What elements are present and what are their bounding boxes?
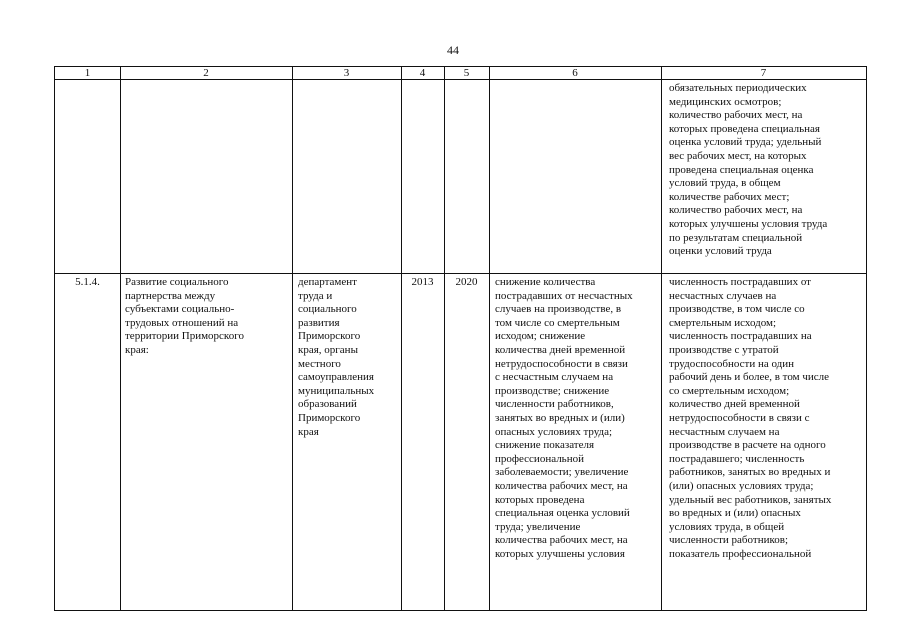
program-table [54, 66, 867, 611]
executor-cell: департамент труда и социального развития Приморского края, органы местного самоуправления муниципальных образований Приморского края [298, 276, 375, 438]
header-col-4: 4 [419, 67, 426, 79]
row-divider [55, 273, 866, 274]
header-col-6: 6 [572, 67, 578, 79]
column-divider [120, 67, 121, 610]
column-divider [444, 67, 445, 610]
column-divider [292, 67, 293, 610]
continued-indicators-cell: обязательных периодических медицинских осмотров; количество рабочих мест, на которых проведена специальная оценка условий труда; удельный вес рабочих мест, на которых проведена специальная оценка условий труда, в общем количестве рабочих мест; количество рабочих мест, на которых улучшены условия труда по результатам специальной оценки условий труда [669, 82, 828, 258]
column-divider [661, 67, 662, 610]
start-year-cell: 2013 [411, 276, 434, 288]
column-divider [489, 67, 490, 610]
header-col-3: 3 [343, 67, 350, 79]
end-year-cell: 2020 [455, 276, 478, 288]
header-col-1: 1 [84, 67, 91, 79]
activity-name-cell: Развитие социального партнерства между субъектами социально- трудовых отношений на территории Приморского края: [125, 276, 244, 356]
column-divider [401, 67, 402, 610]
header-divider [55, 79, 866, 80]
header-col-5: 5 [463, 67, 470, 79]
page-number: 44 [447, 43, 459, 57]
item-number-cell: 5.1.4. [75, 276, 100, 288]
header-col-7: 7 [760, 67, 767, 79]
header-col-2: 2 [203, 67, 209, 79]
expected-result-cell: снижение количества пострадавших от несчастных случаев на производстве, в том числе со смертельным исходом; снижение количества дней временной нетрудоспособности в связи с несчастным случаем на производстве; снижение численности работников, занятых во вредных и (или) опасных условиях труда; снижение показателя профессиональной заболеваемости; увеличение количества рабочих мест, на которых проведена специальная оценка условий труда; увеличение количества рабочих мест, на которых улучшены условия [495, 276, 633, 560]
indicators-cell: численность пострадавших от несчастных случаев на производстве, в том числе со смертельным исходом; численность пострадавших на производстве с утратой трудоспособности на один рабочий день и более, в том числе со смертельным исходом; количество дней временной нетрудоспособности в связи с несчастным случаем на производстве в расчете на одного пострадавшего; численность работников, занятых во вредных и (или) опасных условиях труда; удельный вес работников, занятых во вредных и (или) опасных условиях труда, в общей численности работников; показатель профессиональной [669, 276, 832, 560]
